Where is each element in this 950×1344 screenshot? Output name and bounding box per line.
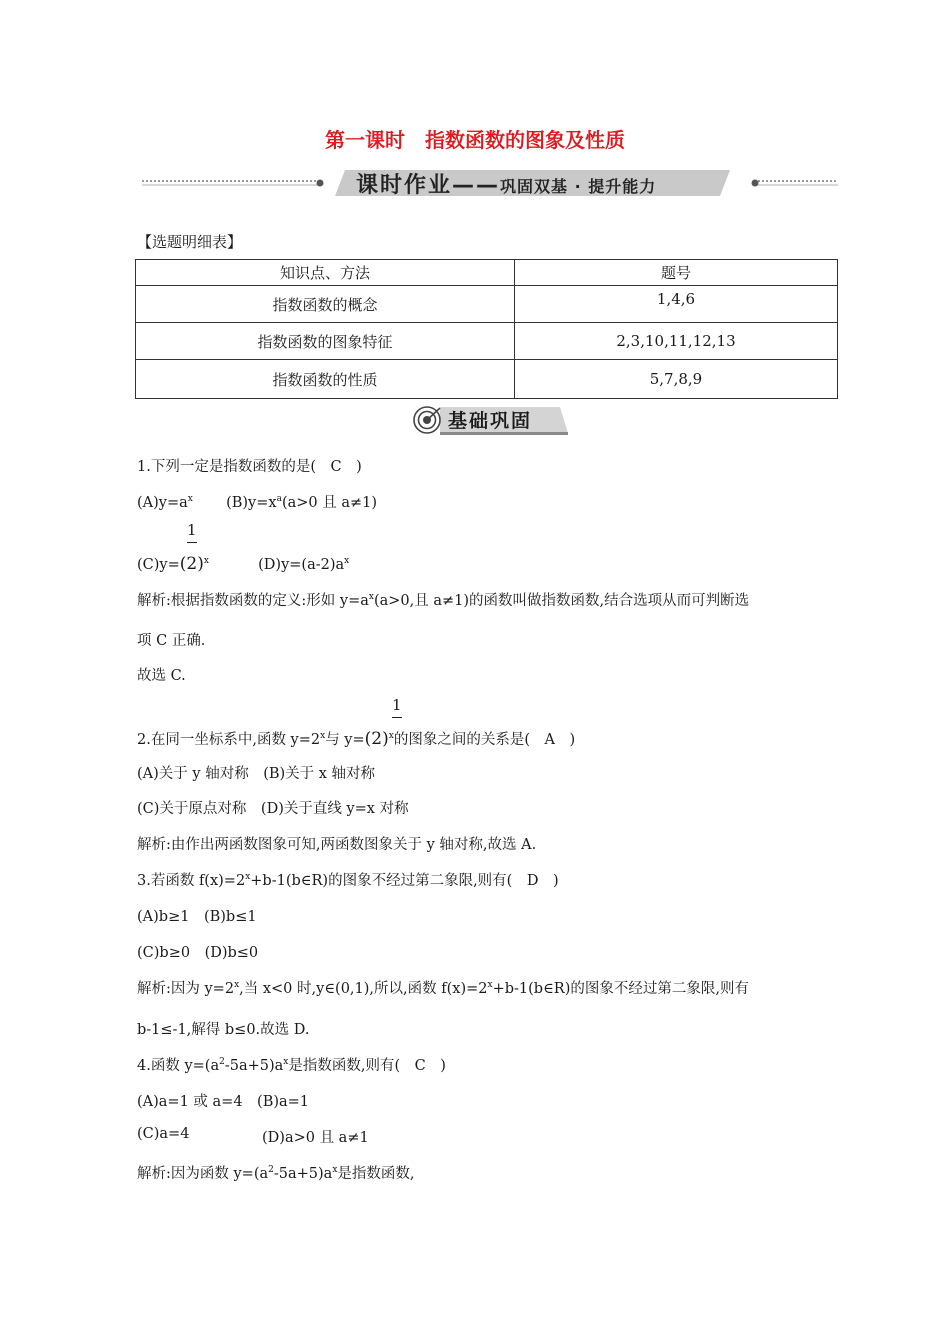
question-3-stem: 3.若函数 $f(x)=2^x+b-1(b\in R)$的图象不经过第二象限,则有( D ) [137, 872, 559, 889]
banner-dash: —— [452, 173, 501, 198]
option-b: $(B)y=x^a(a>0$ 且 a≠1) [226, 494, 378, 511]
page-title: 第一课时 指数函数的图象及性质 [325, 128, 625, 152]
table-cell: 指数函数的图象特征 [136, 323, 515, 360]
table-cell: 1,4,6 [515, 286, 838, 323]
question-1-options-cd [137, 554, 349, 574]
table-row [136, 323, 838, 360]
table-header: 题号 [515, 260, 838, 286]
table-cell: 指数函数的性质 [136, 360, 515, 399]
question-3-options-cd: (C)b≥0 (D)b≤0 [137, 945, 259, 961]
table-header: 知识点、方法 [136, 260, 515, 286]
question-1-options-ab [137, 491, 377, 512]
fraction-bar [392, 717, 402, 718]
table-row [136, 360, 838, 399]
question-2-stem: 2.在同一坐标系中,函数 $y=2^x$与 $y=(2)^x$的图象之间的关系是( A ) [137, 729, 576, 749]
question-3-analysis: 解析:因为 $y=2^x$,当 x<0 时,y∈(0,1),所以,函数 $f(x)=2^x+b-1(b\in R)$的图象不经过第二象限,则有 [137, 980, 749, 997]
question-1-analysis-cont: 项 C 正确. [137, 633, 206, 649]
fraction-numerator: 1 [392, 696, 402, 714]
option-a: $(A)y=a^x$ [137, 494, 193, 511]
question-1-analysis: 解析:根据指数函数的定义:形如 $y=a^x(a>0$,且 a≠1)的函数叫做指数函数,结合选项从而可判断选 [137, 592, 750, 609]
table-cell: 2,3,10,11,12,13 [515, 323, 838, 360]
banner-main: 课时作业 [356, 173, 453, 198]
table-section-label: 【选题明细表】 [137, 233, 243, 251]
option-c: $(C)y=(2)^x$ [137, 554, 209, 574]
knowledge-table [135, 259, 838, 399]
section-badge: 基础巩固 [448, 410, 533, 432]
question-2-options-cd: (C)关于原点对称 (D)关于直线 y=x 对称 [137, 801, 409, 817]
fraction-bar [187, 542, 197, 543]
table-cell: 5,7,8,9 [515, 360, 838, 399]
question-4-option-d: (D)a>0 且 a≠1 [262, 1130, 369, 1146]
question-4-option-c: (C)a=4 [137, 1126, 190, 1142]
table-header-row [136, 260, 838, 286]
table-cell: 指数函数的概念 [136, 286, 515, 323]
question-4-stem: 4.函数 $y=(a^2-5a+5)a^x$是指数函数,则有( C ) [137, 1057, 446, 1074]
fraction-numerator: 1 [187, 521, 197, 539]
question-4-analysis: 解析:因为函数 $y=(a^2-5a+5)a^x$是指数函数, [137, 1165, 415, 1182]
table-row [136, 286, 838, 323]
question-1-stem: 1.下列一定是指数函数的是( C ) [137, 459, 362, 475]
banner-title [356, 168, 736, 199]
question-1-conclusion: 故选 C. [137, 668, 186, 684]
question-3-options-ab: (A)b≥1 (B)b≤1 [137, 909, 257, 925]
question-3-analysis-cont: b-1≤-1,解得 b≤0.故选 D. [137, 1022, 310, 1038]
question-2-options-ab: (A)关于 y 轴对称 (B)关于 x 轴对称 [137, 766, 376, 782]
banner-sub: 巩固双基 · 提升能力 [500, 177, 657, 196]
question-2-analysis: 解析:由作出两函数图象可知,两函数图象关于 y 轴对称,故选 A. [137, 837, 537, 853]
option-d: $(D)y=(a-2)a^x$ [258, 556, 350, 573]
question-4-options-ab: (A)a=1 或 a=4 (B)a=1 [137, 1094, 310, 1110]
